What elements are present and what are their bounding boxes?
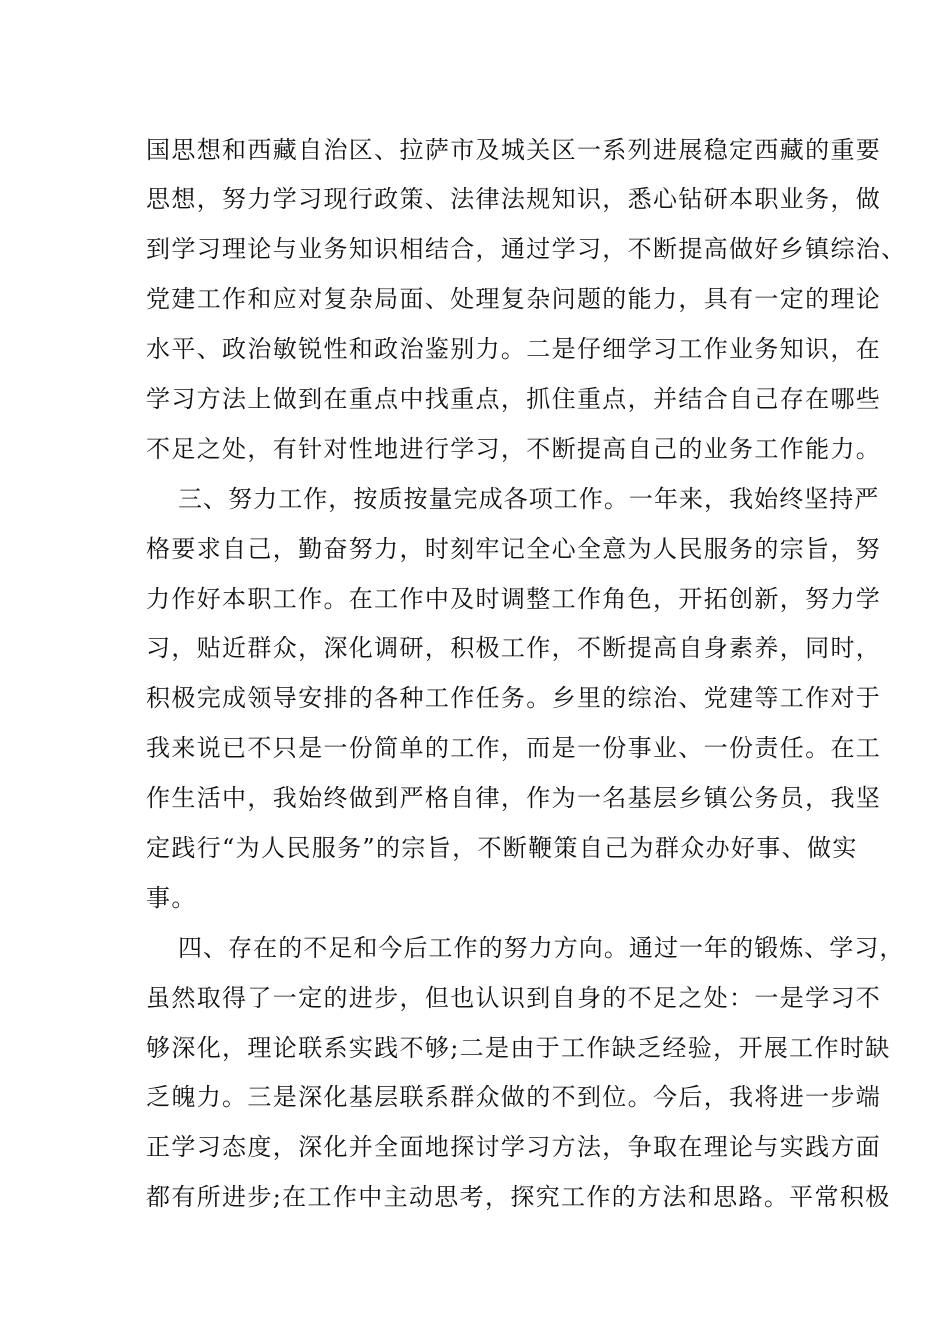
- text-line: 事。: [146, 884, 197, 912]
- text-line: 格要求自己，勤奋努力，时刻牢记全心全意为人民服务的宗旨，努: [146, 535, 882, 563]
- text-line: 习，贴近群众，深化调研，积极工作，不断提高自身素养，同时，: [146, 634, 882, 662]
- text-line: 国思想和西藏自治区、拉萨市及城关区一系列进展稳定西藏的重要: [146, 136, 882, 164]
- text-line: 正学习态度，深化并全面地探讨学习方法，争取在理论与实践方面: [146, 1133, 882, 1161]
- text-line: 思想，努力学习现行政策、法律法规知识，悉心钻研本职业务，做: [146, 185, 882, 213]
- text-line: 学习方法上做到在重点中找重点，抓住重点，并结合自己存在哪些: [146, 385, 882, 413]
- text-line: 力作好本职工作。在工作中及时调整工作角色，开拓创新，努力学: [146, 585, 882, 613]
- text-line: 不足之处，有针对性地进行学习，不断提高自己的业务工作能力。: [146, 435, 882, 463]
- text-line: 党建工作和应对复杂局面、处理复杂问题的能力，具有一定的理论: [146, 285, 882, 313]
- text-line: 都有所进步;在工作中主动思考，探究工作的方法和思路。平常积极: [146, 1183, 891, 1211]
- text-line: 到学习理论与业务知识相结合，通过学习，不断提高做好乡镇综治、: [146, 235, 907, 263]
- text-line: 水平、政治敏锐性和政治鉴别力。二是仔细学习工作业务知识，在: [146, 335, 882, 363]
- text-line: 积极完成领导安排的各种工作任务。乡里的综治、党建等工作对于: [146, 684, 882, 712]
- paragraph-3-first-line: 三、努力工作，按质按量完成各项工作。一年来，我始终坚持严: [178, 485, 880, 513]
- text-line: 够深化，理论联系实践不够;二是由于工作缺乏经验，开展工作时缺: [146, 1034, 891, 1062]
- text-line: 我来说已不只是一份简单的工作，而是一份事业、一份责任。在工: [146, 734, 882, 762]
- text-line: 定践行“为人民服务”的宗旨，不断鞭策自己为群众办好事、做实: [146, 834, 858, 862]
- text-line: 乏魄力。三是深化基层联系群众做的不到位。今后，我将进一步端: [146, 1083, 882, 1111]
- paragraph-4-first-line: 四、存在的不足和今后工作的努力方向。通过一年的锻炼、学习，: [178, 934, 905, 962]
- text-line: 虽然取得了一定的进步，但也认识到自身的不足之处：一是学习不: [146, 984, 882, 1012]
- text-line: 作生活中，我始终做到严格自律，作为一名基层乡镇公务员，我坚: [146, 784, 882, 812]
